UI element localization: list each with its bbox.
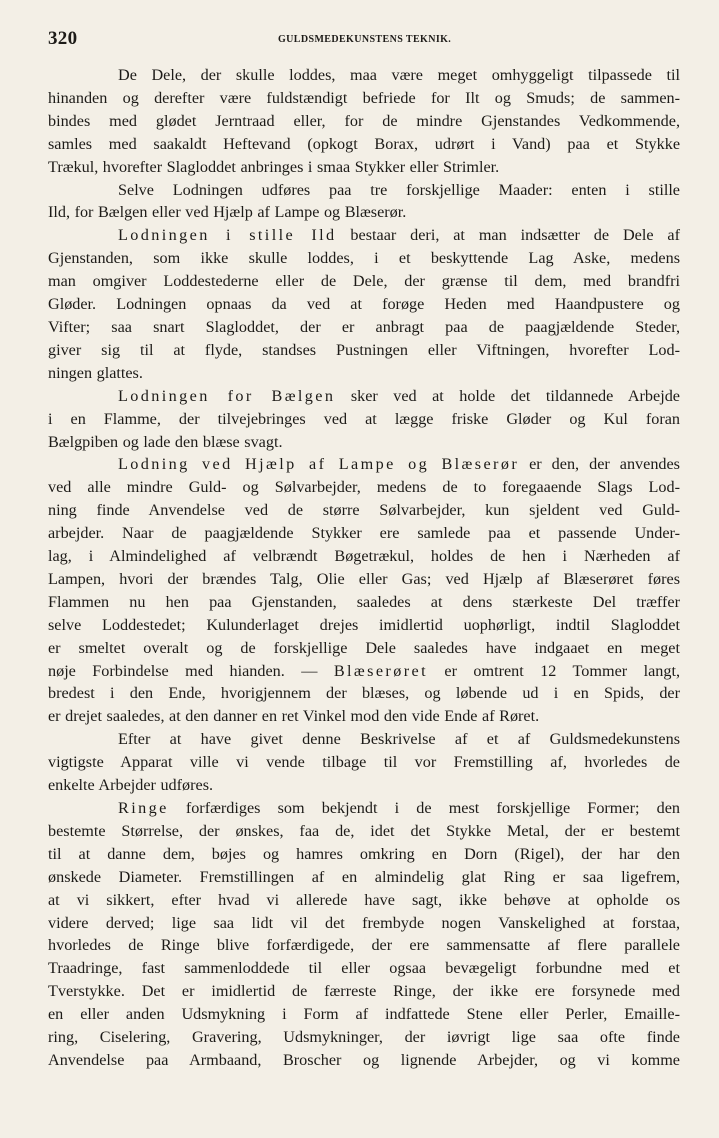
line-text: vigtigste Apparat ville vi vende tilbage til vor Fremstilling af, hvorledes de [48,753,680,772]
text-line [48,339,680,362]
line-text: Lampen, hvori der brændes Talg, Olie eller Gas; ved Hjælp af Blæserøret føres [48,569,680,588]
spaced-term: Blæserøret [333,661,428,680]
line-text: Gløder. Lodningen opnaas da ved at forøge Heden med Haandpustere og [48,295,680,314]
text-line [48,247,680,270]
text-line [48,362,680,385]
line-text: Traadringe, fast sammenloddede til eller ogsaa bevægeligt forbundne med et [48,959,680,978]
text-line [48,431,680,454]
text-line [48,889,680,912]
text-line [48,957,680,980]
line-text: ønskede Diameter. Fremstillingen af en almindelig glat Ring er saa ligefrem, [48,867,680,886]
line-text: bestaar deri, at man indsætter de Dele af [336,226,680,245]
text-line [48,1049,680,1072]
text-line [48,224,680,247]
line-text: Flammen nu hen paa Gjenstanden, saaledes at dens stærkeste Del træffer [48,592,680,611]
line-text: at vi sikkert, efter hvad vi allerede have sagt, ikke behøve at opholde os [48,890,680,909]
text-line [48,705,680,728]
text-line [48,453,680,476]
spaced-heading: Lodningen for Bælgen [118,386,336,405]
line-text: Tverstykke. Det er imidlertid de færreste Ringe, der ikke ere forsynede med [48,982,680,1001]
line-text: sker ved at holde det tildannede Arbejde [335,386,680,405]
text-line [48,912,680,935]
line-text: Vifter; saa snart Slagloddet, der er anbragt paa de paagjældende Steder, [48,317,680,336]
spaced-heading: Lodningen i stille Ild [118,226,337,245]
line-text: er den, der anvendes [519,455,680,474]
running-title: GULDSMEDEKUNSTENS TEKNIK. [278,34,452,45]
text-line [48,728,680,751]
line-text: forfærdiges som bekjendt i de mest forskjellige Former; den [168,799,680,817]
line-text: bestemte Størrelse, der ønskes, faa de, idet det Stykke Metal, der er bestemt [48,821,680,840]
text-line [48,774,680,797]
text-line [48,568,680,591]
line-text: Ild, for Bælgen eller ved Hjælp af Lampe og Blæserør. [48,203,407,222]
line-text: til at danne dem, bøjes og hamres omkring en Dorn (Rigel), der har den [48,844,680,863]
text-line [48,87,680,110]
text-line [48,385,680,408]
text-line [48,179,680,202]
line-text: videre derved; lige saa lidt vil det frembyde nogen Vanskelighed at forstaa, [48,913,680,932]
line-text: hvorledes de Ringe blive forfærdigede, der ere sammensatte af flere parallele [48,936,680,955]
line-text: selve Loddestedet; Kulunderlaget drejes imidlertid uophørligt, indtil Slagloddet [48,615,680,634]
page-number: 320 [48,28,78,49]
text-line [48,545,680,568]
spaced-heading: Lodning ved Hjælp af Lampe og Blæserør [118,455,520,474]
text-line [48,110,680,133]
line-text: Bælgpiben og lade den blæse svagt. [48,432,283,451]
text-line [48,797,680,820]
text-line [48,820,680,843]
line-text: giver sig til at flyde, standses Pustningen eller Viftningen, hvorefter Lod- [48,340,680,359]
line-text: man omgiver Loddestederne eller de Dele, der grænse til dem, med brandfri [48,272,680,291]
line-text: ring, Ciselering, Gravering, Udsmykninger, der iøvrigt lige saa ofte finde [48,1028,680,1047]
text-line [48,293,680,316]
spaced-heading: Ringe [118,799,169,817]
text-line [48,614,680,637]
text-line [48,201,680,224]
line-text: arbejder. Naar de paagjældende Stykker ere samlede paa et passende Under- [48,524,680,543]
text-line [48,522,680,545]
text-line [48,591,680,614]
text-line [48,1026,680,1049]
line-text: lag, i Almindelighed af velbrændt Bøgetrækul, holdes de hen i Nærheden af [48,547,680,566]
line-text: samles med saakaldt Heftevand (opkogt Borax, udrørt i Vand) paa et Stykke [48,134,680,153]
text-line [48,499,680,522]
text-line [48,660,680,683]
line-text: enkelte Arbejder udføres. [48,776,214,795]
text-line [48,270,680,293]
line-text: bredest i den Ende, hvorigjennem der blæses, og løbende ud i en Spids, der [48,684,680,703]
text-line [48,637,680,660]
text-line [48,316,680,339]
text-line [48,476,680,499]
text-line [48,682,680,705]
line-text: Efter at have givet denne Beskrivelse af et af Guldsmedekunstens [118,730,680,749]
line-text: er smeltet overalt og de forskjellige Dele saaledes have indgaaet en meget [48,638,680,657]
line-text: ning finde Anvendelse ved de større Sølvarbejder, kun sjeldent ved Guld- [48,501,680,520]
text-line [48,980,680,1003]
line-text: Selve Lodningen udføres paa tre forskjellige Maader: enten i stille [118,180,680,199]
text-line [48,408,680,431]
line-text: bindes med glødet Jerntraad eller, for de mindre Gjenstandes Vedkommende, [48,111,680,130]
line-text: Gjenstanden, som ikke skulle loddes, i et beskyttende Lag Aske, medens [48,249,680,268]
text-line [48,934,680,957]
text-line [48,133,680,156]
text-line [48,64,680,87]
line-text-tail: er omtrent 12 Tommer langt, [427,661,680,680]
line-text: Anvendelse paa Armbaand, Broscher og lignende Arbejder, og vi komme [48,1050,680,1069]
line-text: en eller anden Udsmykning i Form af indfattede Stene eller Perler, Emaille- [48,1005,680,1024]
line-text: Trækul, hvorefter Slagloddet anbringes i smaa Stykker eller Strimler. [48,157,500,176]
text-line [48,1003,680,1026]
line-text: hinanden og derefter være fuldstændigt befriede for Ilt og Smuds; de sammen- [48,88,680,107]
text-line [48,751,680,774]
body-text [48,64,680,1072]
text-line [48,866,680,889]
text-line [48,843,680,866]
text-line [48,156,680,179]
line-text: i en Flamme, der tilvejebringes ved at lægge friske Gløder og Kul foran [48,409,680,428]
line-text: nøje Forbindelse med hianden. — [48,661,334,680]
page-header [48,28,679,52]
line-text: ved alle mindre Guld- og Sølvarbejder, medens de to foregaaende Slags Lod- [48,478,680,497]
line-text: ningen glattes. [48,363,143,382]
line-text: er drejet saaledes, at den danner en ret Vinkel mod den vide Ende af Røret. [48,707,540,726]
line-text: De Dele, der skulle loddes, maa være meget omhyggeligt tilpassede til [118,66,680,84]
